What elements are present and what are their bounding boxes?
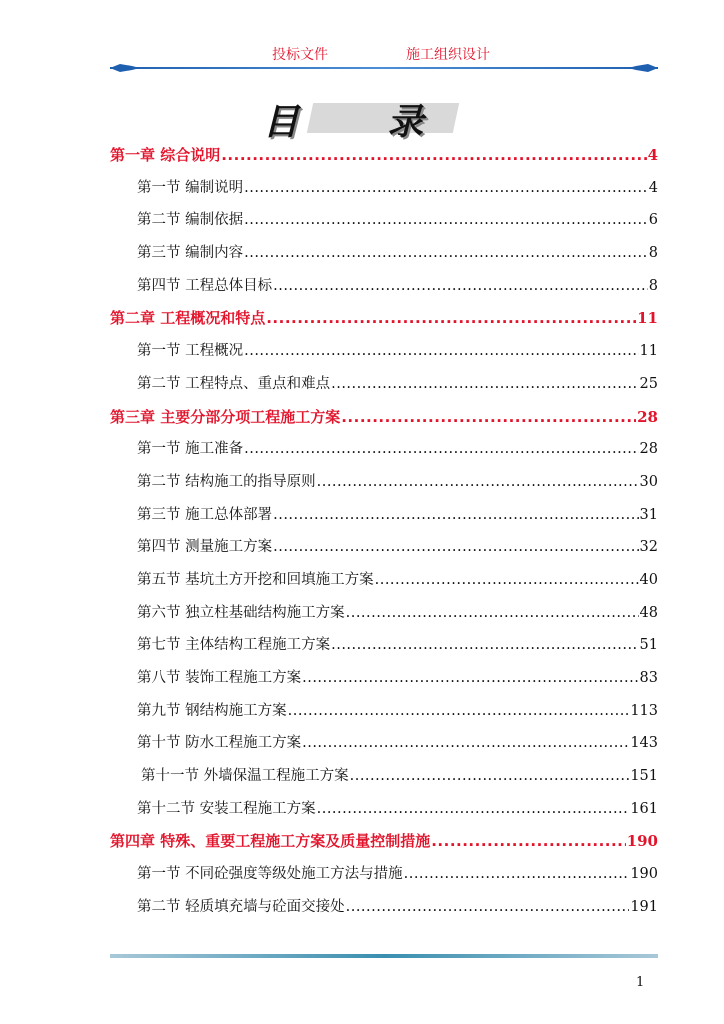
header-left-text: 投标文件 (272, 47, 328, 63)
toc-chapter-row[interactable] (110, 139, 658, 172)
page-header (110, 44, 658, 74)
toc-chapter-row[interactable] (110, 302, 658, 335)
toc-section-row[interactable] (110, 368, 658, 401)
toc-entry-label: 第四章 特殊、重要工程施工方案及质量控制措施 (110, 832, 431, 851)
table-of-contents (110, 139, 658, 924)
toc-section-row[interactable] (110, 204, 658, 237)
toc-page-number: 28 (639, 441, 658, 458)
toc-section-row[interactable] (110, 629, 658, 662)
toc-section-row[interactable] (110, 433, 658, 466)
toc-page-number: 191 (630, 898, 658, 915)
toc-page-number: 190 (630, 866, 658, 883)
toc-entry-label: 第三章 主要分部分项工程施工方案 (110, 407, 341, 426)
toc-leader-dots (350, 760, 630, 793)
toc-page-number: 28 (637, 407, 658, 426)
toc-section-row[interactable] (110, 270, 658, 303)
toc-leader-dots (404, 858, 630, 891)
toc-entry-label: 第二节 编制依据 (137, 212, 244, 229)
toc-entry-label: 第一章 综合说明 (110, 146, 221, 164)
toc-section-row[interactable] (110, 727, 658, 760)
toc-section-row[interactable] (110, 793, 658, 826)
toc-leader-dots (346, 891, 630, 924)
toc-section-row[interactable] (110, 237, 658, 270)
toc-leader-dots (331, 629, 638, 662)
toc-page-number: 4 (647, 146, 658, 164)
toc-page-number: 8 (648, 277, 658, 294)
toc-leader-dots (244, 204, 648, 237)
toc-entry-label: 第四节 工程总体目标 (137, 277, 273, 294)
toc-section-row[interactable] (110, 662, 658, 695)
toc-leader-dots (244, 172, 648, 205)
toc-page-number: 40 (639, 571, 658, 588)
toc-entry-label: 第一节 施工准备 (137, 441, 244, 458)
toc-leader-dots (288, 695, 630, 728)
toc-page-number: 4 (648, 179, 658, 196)
toc-section-row[interactable] (110, 597, 658, 630)
toc-entry-label: 第一节 不同砼强度等级处施工方法与措施 (137, 866, 403, 883)
toc-leader-dots (346, 597, 639, 630)
toc-entry-label: 第三节 施工总体部署 (137, 506, 273, 523)
toc-page-number: 6 (648, 212, 658, 229)
page-title: 目 录 (262, 102, 462, 143)
toc-section-row[interactable] (110, 466, 658, 499)
toc-page-number: 161 (630, 800, 658, 817)
toc-page-number: 51 (639, 637, 658, 654)
header-right-text: 施工组织设计 (406, 47, 490, 63)
toc-page-number: 30 (639, 473, 658, 490)
toc-entry-label: 第一节 编制说明 (137, 179, 244, 196)
toc-entry-label: 第二节 轻质填充墙与砼面交接处 (137, 898, 345, 915)
toc-page-number: 48 (639, 604, 658, 621)
toc-leader-dots (273, 531, 638, 564)
toc-leader-dots (266, 302, 636, 335)
toc-leader-dots (244, 335, 638, 368)
toc-leader-dots (331, 368, 638, 401)
toc-page-number: 113 (630, 702, 658, 719)
page-number: 1 (636, 975, 645, 990)
toc-entry-label: 第七节 主体结构工程施工方案 (137, 637, 331, 654)
toc-page-number: 143 (630, 735, 658, 752)
toc-section-row[interactable] (110, 891, 658, 924)
toc-entry-label: 第十二节 安装工程施工方案 (137, 800, 316, 817)
toc-leader-dots (317, 793, 630, 826)
footer-rule (110, 954, 658, 958)
toc-page-number: 83 (639, 670, 658, 686)
toc-section-row[interactable] (110, 760, 658, 793)
toc-entry-label: 第九节 钢结构施工方案 (137, 702, 287, 719)
toc-leader-dots (302, 727, 629, 760)
toc-leader-dots (341, 401, 636, 434)
toc-entry-label: 第三节 编制内容 (137, 245, 244, 262)
toc-section-row[interactable] (110, 172, 658, 205)
toc-leader-dots (221, 139, 646, 172)
toc-chapter-row[interactable] (110, 825, 658, 858)
toc-entry-label: 第二节 工程特点、重点和难点 (137, 375, 331, 392)
toc-leader-dots (317, 466, 639, 499)
toc-section-row[interactable] (110, 858, 658, 891)
toc-section-row[interactable] (110, 695, 658, 728)
toc-section-row[interactable] (110, 335, 658, 368)
toc-page-number: 8 (648, 245, 658, 262)
toc-page-number: 190 (626, 832, 658, 851)
toc-page-number: 11 (639, 343, 658, 360)
toc-entry-label: 第十节 防水工程施工方案 (137, 735, 302, 752)
header-rule (110, 64, 658, 72)
toc-entry-label: 第四节 测量施工方案 (137, 539, 273, 556)
toc-leader-dots (273, 270, 648, 303)
toc-entry-label: 第六节 独立柱基础结构施工方案 (137, 604, 345, 621)
toc-leader-dots (244, 237, 648, 270)
toc-page-number: 11 (637, 309, 658, 328)
toc-page-number: 151 (630, 768, 658, 785)
toc-leader-dots (375, 564, 639, 597)
toc-section-row[interactable] (110, 531, 658, 564)
toc-entry-label: 第八节 装饰工程施工方案 (137, 670, 302, 686)
toc-entry-label: 第一节 工程概况 (137, 343, 244, 360)
toc-leader-dots (431, 825, 625, 858)
toc-leader-dots (273, 499, 638, 532)
toc-page-number: 25 (639, 375, 658, 392)
toc-page-number: 31 (639, 506, 658, 523)
toc-section-row[interactable] (110, 499, 658, 532)
toc-leader-dots (244, 433, 638, 466)
toc-entry-label: 第五节 基坑土方开挖和回填施工方案 (137, 571, 374, 588)
toc-entry-label: 第十一节 外墙保温工程施工方案 (141, 768, 349, 785)
toc-leader-dots (302, 662, 638, 695)
toc-entry-label: 第二节 结构施工的指导原则 (137, 473, 316, 490)
toc-entry-label: 第二章 工程概况和特点 (110, 309, 266, 328)
toc-chapter-row[interactable] (110, 401, 658, 434)
toc-page-number: 32 (639, 539, 658, 556)
toc-section-row[interactable] (110, 564, 658, 597)
